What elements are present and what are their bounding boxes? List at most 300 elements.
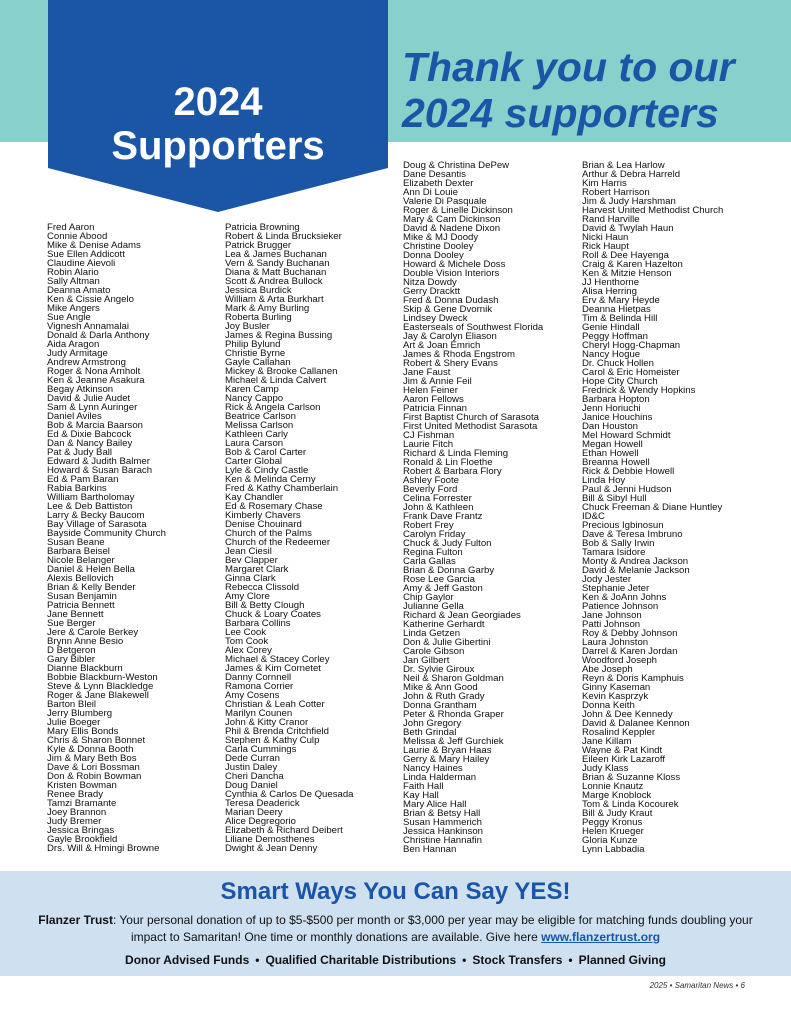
supporter-name: Wayne & Pat Kindt: [582, 745, 663, 756]
flanzer-trust-label: Flanzer Trust: [38, 913, 113, 927]
supporter-name: Jay & Carolyn Eliason: [403, 331, 497, 342]
supporter-name: Bobbie Blackburn-Weston: [47, 672, 158, 683]
option-separator: •: [255, 953, 260, 967]
supporter-name: Roger & Linelle Dickinson: [403, 205, 513, 216]
supporter-name: Kimberly Chavers: [225, 510, 301, 521]
supporter-name: Chuck & Loary Coates: [225, 609, 321, 620]
supporter-name: Barbara Hopton: [582, 394, 650, 405]
supporter-name: Melissa Carlson: [225, 420, 294, 431]
supporter-name: Jane Johnson: [582, 610, 642, 621]
supporter-name: Jean Ciesil: [225, 546, 272, 557]
supporter-name: Marge Knoblock: [582, 790, 652, 801]
supporter-name: Nicole Belanger: [47, 555, 115, 566]
supporter-name: Dave & Lori Bossman: [47, 762, 140, 773]
supporter-name: Ed & Rosemary Chase: [225, 501, 323, 512]
supporter-name: Ed & Dixie Babcock: [47, 429, 132, 440]
supporter-name: Barbara Beisel: [47, 546, 110, 557]
supporter-name: Larry & Becky Baucom: [47, 510, 145, 521]
supporter-name: Helen Feiner: [403, 385, 458, 396]
supporter-name: Double Vision Interiors: [403, 268, 500, 279]
supporter-name: Jody Jester: [582, 574, 632, 585]
supporter-name: Andrew Armstrong: [47, 357, 126, 368]
supporter-name: Ramona Corrier: [225, 681, 294, 692]
supporter-name: Michael & Stacey Corley: [225, 654, 330, 665]
supporter-name: Dane Desantis: [403, 169, 466, 180]
supporter-name: Tom Cook: [225, 636, 269, 647]
supporter-name: Patience Johnson: [582, 601, 659, 612]
supporter-name: Bob & Carol Carter: [225, 447, 307, 458]
supporter-name: Tamara Isidore: [582, 547, 646, 558]
supporter-name: Linda Hoy: [582, 475, 626, 486]
supporter-name: Daniel & Helen Bella: [47, 564, 135, 575]
supporter-name: Scott & Andrea Bullock: [225, 276, 323, 287]
supporter-name: Julianne Gella: [403, 601, 464, 612]
supporter-name: Elizabeth & Richard Deibert: [225, 825, 343, 836]
supporter-name: Brynn Anne Besio: [47, 636, 124, 647]
supporter-name: Brian & Kelly Bender: [47, 582, 136, 593]
supporter-name: Rand Harville: [582, 214, 640, 225]
supporter-name: Renee Brady: [47, 789, 103, 800]
supporter-name: Sue Angle: [47, 312, 91, 323]
supporter-name: Bill & Sibyl Hull: [582, 493, 647, 504]
flanzer-trust-text: [30, 912, 761, 946]
supporter-name: Beth Grindal: [403, 727, 457, 738]
supporter-name: Jane Killam: [582, 736, 632, 747]
supporter-name: Eileen Kirk Lazaroff: [582, 754, 666, 765]
supporter-name: Rick & Angela Carlson: [225, 402, 321, 413]
supporter-name: Church of the Palms: [225, 528, 312, 539]
supporter-name: Arthur & Debra Harreld: [582, 169, 681, 180]
supporter-name: Dianne Blackburn: [47, 663, 123, 674]
supporter-name: Peter & Rhonda Graper: [403, 709, 504, 720]
option-planned-giving: Planned Giving: [578, 953, 666, 967]
supporter-name: Breanna Howell: [582, 457, 650, 468]
supporter-name: Neil & Sharon Goldman: [403, 673, 504, 684]
supporter-name: Christie Byrne: [225, 348, 286, 359]
supporter-name: Teresa Deaderick: [225, 798, 300, 809]
supporter-name: Robert & Barbara Flory: [403, 466, 502, 477]
supporter-name: Patricia Finnan: [403, 403, 467, 414]
supporter-name: Tom & Linda Kocourek: [582, 799, 679, 810]
flanzer-trust-link[interactable]: www.flanzertrust.org: [541, 930, 661, 944]
supporter-name: Christian & Leah Cotter: [225, 699, 325, 710]
supporter-name: Laura Johnston: [582, 637, 649, 648]
supporter-name: Ed & Pam Baran: [47, 474, 119, 485]
supporter-name: Megan Howell: [582, 439, 643, 450]
supporter-name: Jere & Carole Berkey: [47, 627, 139, 638]
supporter-name: David & Nadene Dixon: [403, 223, 501, 234]
supporter-name: Patricia Browning: [225, 222, 300, 233]
supporter-name: Roy & Debby Johnson: [582, 628, 678, 639]
supporter-name: Rosalind Keppler: [582, 727, 656, 738]
supporter-name: Stephen & Kathy Culp: [225, 735, 320, 746]
supporter-name: Jessica Burdick: [225, 285, 292, 296]
supporter-name: Justin Daley: [225, 762, 278, 773]
supporter-name: David & Twylah Haun: [582, 223, 674, 234]
supporter-name: Bob & Marcia Baarson: [47, 420, 143, 431]
supporter-name: Stephanie Jeter: [582, 583, 650, 594]
supporter-name: John Gregory: [403, 718, 462, 729]
supporter-name: Rebecca Clissold: [225, 582, 300, 593]
supporter-name: James & Regina Bussing: [225, 330, 333, 341]
supporter-name: Bev Clapper: [225, 555, 278, 566]
supporter-name: Laura Carson: [225, 438, 284, 449]
supporter-name: Mike & Ann Good: [403, 682, 478, 693]
supporter-name: Gerry & Mary Hailey: [403, 754, 490, 765]
supporter-name: Patrick Brugger: [225, 240, 292, 251]
supporter-name: Jim & Annie Feil: [403, 376, 472, 387]
supporter-name: Sally Altman: [47, 276, 100, 287]
supporter-name: Ken & JoAnn Johns: [582, 592, 667, 603]
supporter-name: Mike Angers: [47, 303, 100, 314]
supporter-name: Robert Harrison: [582, 187, 650, 198]
supporter-name: D Betgeron: [47, 645, 96, 656]
option-stock-transfers: Stock Transfers: [472, 953, 563, 967]
supporter-name: Laurie & Bryan Haas: [403, 745, 492, 756]
supporter-name: Sue Berger: [47, 618, 96, 629]
supporter-name: Roger & Jane Blakewell: [47, 690, 149, 701]
supporter-name: Carolyn Friday: [403, 529, 466, 540]
supporter-name: Donna Keith: [582, 700, 635, 711]
supporter-name: Fred Aaron: [47, 222, 95, 233]
supporter-name: Jim & Judy Harshman: [582, 196, 676, 207]
supporter-name: Dr. Sylvie Giroux: [403, 664, 475, 675]
supporter-name: Don & Robin Bowman: [47, 771, 142, 782]
thank-you-line-1: Thank you to our: [402, 44, 735, 90]
supporter-name: Rick Haupt: [582, 241, 629, 252]
supporter-name: Rabia Barkins: [47, 483, 107, 494]
supporter-column-2: [225, 223, 405, 853]
supporter-name: Barbara Collins: [225, 618, 291, 629]
thank-you-heading: [402, 44, 772, 136]
supporter-column-3: [403, 161, 583, 854]
supporter-name: Susan Benjamin: [47, 591, 117, 602]
supporter-name: Lonnie Knautz: [582, 781, 644, 792]
supporter-name: Reyn & Doris Kamphuis: [582, 673, 684, 684]
supporter-name: Joy Busler: [225, 321, 270, 332]
smart-ways-title: Smart Ways You Can Say YES!: [220, 878, 571, 905]
supporter-name: Diana & Matt Buchanan: [225, 267, 327, 278]
supporter-name: Ashley Foote: [403, 475, 459, 486]
supporter-name: William Bartholomay: [47, 492, 135, 503]
supporter-name: Regina Fulton: [403, 547, 463, 558]
supporter-name: Linda Getzen: [403, 628, 461, 639]
supporter-name: Ronald & Lin Floethe: [403, 457, 493, 468]
supporter-name: Dan & Nancy Bailey: [47, 438, 133, 449]
supporter-name: ID&C: [582, 511, 605, 522]
supporter-name: Begay Atkinson: [47, 384, 114, 395]
supporter-name: Hope City Church: [582, 376, 658, 387]
supporter-name: James & Rhoda Engstrom: [403, 349, 515, 360]
supporter-name: Patti Johnson: [582, 619, 641, 630]
supporter-name: Edward & Judith Balmer: [47, 456, 150, 467]
flanzer-trust-description: : Your personal donation of up to $5-$500 per month or $3,000 per year may be eligible for matching funds doubling your impact to Samaritan! One time or monthly donations are available. Give here: [112, 913, 753, 944]
supporter-name: Rick & Debbie Howell: [582, 466, 675, 477]
supporter-name: Chuck Freeman & Diane Huntley: [582, 502, 723, 513]
supporter-name: Mary Ellis Bonds: [47, 726, 119, 737]
supporter-name: JJ Henthorne: [582, 277, 640, 288]
supporter-name: Mike & MJ Doody: [403, 232, 479, 243]
supporter-name: Ethan Howell: [582, 448, 639, 459]
supporter-name: Gayle Brookfield: [47, 834, 118, 845]
supporter-name: Bay Village of Sarasota: [47, 519, 147, 530]
supporter-name: Bayside Community Church: [47, 528, 166, 539]
supporter-name: John & Ruth Grady: [403, 691, 485, 702]
supporter-name: Lee & Deb Battiston: [47, 501, 133, 512]
supporter-name: James & Kim Cornetet: [225, 663, 321, 674]
option-separator: •: [462, 953, 467, 967]
supporter-name: Cheryl Hogg-Chapman: [582, 340, 681, 351]
supporter-name: Judy Bremer: [47, 816, 102, 827]
badge-word: Supporters: [111, 124, 325, 168]
supporter-name: Alex Corey: [225, 645, 272, 656]
supporter-name: Chuck & Judy Fulton: [403, 538, 492, 549]
supporter-name: Kathleen Carly: [225, 429, 288, 440]
supporter-name: Judy Armitage: [47, 348, 108, 359]
supporter-name: Richard & Jean Georgiades: [403, 610, 521, 621]
supporter-name: Roberta Burling: [225, 312, 292, 323]
supporter-name: Gary Bibler: [47, 654, 95, 665]
supporter-name: Jim & Mary Beth Bos: [47, 753, 137, 764]
supporter-name: Jane Faust: [403, 367, 451, 378]
supporter-name: Kevin Kasprzyk: [582, 691, 649, 702]
supporter-name: John & Kathleen: [403, 502, 474, 513]
supporter-name: Dede Curran: [225, 753, 280, 764]
supporter-name: Easterseals of Southwest Florida: [403, 322, 544, 333]
supporter-name: Cheri Dancha: [225, 771, 284, 782]
supporter-name: Amy Clore: [225, 591, 270, 602]
supporter-name: Nancy Haines: [403, 763, 463, 774]
supporter-name: Lyle & Cindy Castle: [225, 465, 309, 476]
thank-you-line-2: 2024 supporters: [402, 90, 719, 136]
supporter-name: Robert & Linda Brucksieker: [225, 231, 342, 242]
supporter-name: Tamzi Bramante: [47, 798, 117, 809]
supporter-name: Helen Krueger: [582, 826, 644, 837]
supporter-name: Ken & Mitzie Henson: [582, 268, 672, 279]
supporter-name: Ben Hannan: [403, 844, 457, 855]
supporter-name: Erv & Mary Heyde: [582, 295, 660, 306]
supporter-name: Marilyn Counen: [225, 708, 293, 719]
option-qualified-charitable-distributions: Qualified Charitable Distributions: [265, 953, 457, 967]
supporter-name: Katherine Gerhardt: [403, 619, 485, 630]
supporter-name: Fredrick & Wendy Hopkins: [582, 385, 696, 396]
supporter-name: Don & Julie Gibertini: [403, 637, 491, 648]
supporter-name: Bob & Sally Irwin: [582, 538, 655, 549]
supporter-name: Monty & Andrea Jackson: [582, 556, 689, 567]
supporter-name: Howard & Michele Doss: [403, 259, 506, 270]
supporter-name: Kay Hall: [403, 790, 439, 801]
supporter-name: Abe Joseph: [582, 664, 633, 675]
supporter-name: Kim Harris: [582, 178, 627, 189]
supporter-name: First United Methodist Sarasota: [403, 421, 538, 432]
supporter-name: Claudine Aievoli: [47, 258, 116, 269]
supporter-name: Mike & Denise Adams: [47, 240, 141, 251]
supporter-name: Woodford Joseph: [582, 655, 658, 666]
supporter-name: Rose Lee Garcia: [403, 574, 475, 585]
supporter-name: Aaron Fellows: [403, 394, 464, 405]
supporter-name: William & Arta Burkhart: [225, 294, 324, 305]
supporter-name: Ginna Clark: [225, 573, 276, 584]
supporter-name: Roll & Dee Hayenga: [582, 250, 669, 261]
supporter-name: Vern & Sandy Buchanan: [225, 258, 330, 269]
supporter-name: Faith Hall: [403, 781, 444, 792]
supporter-name: Alisa Herring: [582, 286, 637, 297]
supporter-name: Judy Klass: [582, 763, 629, 774]
supporter-name: Dr. Chuck Hollen: [582, 358, 654, 369]
supporter-name: Lea & James Buchanan: [225, 249, 327, 260]
supporter-name: Lindsey Dweck: [403, 313, 468, 324]
supporter-name: Fred & Kathy Chamberlain: [225, 483, 339, 494]
supporter-name: Skip & Gene Dvornik: [403, 304, 493, 315]
supporter-name: Barton Bleil: [47, 699, 97, 710]
supporter-name: Jerry Blumberg: [47, 708, 113, 719]
supporter-name: Frank Dave Frantz: [403, 511, 483, 522]
supporter-name: Howard & Susan Barach: [47, 465, 153, 476]
supporter-name: Genie Hindall: [582, 322, 640, 333]
supporter-name: Carol & Eric Homeister: [582, 367, 680, 378]
supporter-name: Elizabeth Dexter: [403, 178, 474, 189]
supporter-name: Peggy Hoffman: [582, 331, 648, 342]
supporter-name: Michael & Linda Calvert: [225, 375, 327, 386]
supporter-name: Joey Brannon: [47, 807, 107, 818]
supporters-badge: [48, 0, 388, 212]
page-footer: 2025 • Samaritan News • 6: [649, 981, 745, 990]
supporter-name: Chip Gaylor: [403, 592, 454, 603]
supporter-name: Jenn Horiuchi: [582, 403, 641, 414]
supporter-name: Steve & Lynn Blackledge: [47, 681, 154, 692]
supporter-name: Brian & Lea Harlow: [582, 160, 665, 171]
supporter-name: Jessica Bringas: [47, 825, 115, 836]
supporter-name: Ken & Melinda Cerny: [225, 474, 316, 485]
supporter-name: Tim & Belinda Hill: [582, 313, 658, 324]
supporter-name: Cynthia & Carlos De Quesada: [225, 789, 354, 800]
supporter-name: Brian & Suzanne Kloss: [582, 772, 681, 783]
supporter-name: Lynn Labbadia: [582, 844, 645, 855]
supporter-name: First Baptist Church of Sarasota: [403, 412, 539, 423]
giving-options: [0, 952, 791, 968]
supporter-name: Susan Beane: [47, 537, 105, 548]
supporter-name: Alice Degregorio: [225, 816, 296, 827]
supporter-name: Kay Chandler: [225, 492, 284, 503]
supporter-name: Mickey & Brooke Callanen: [225, 366, 338, 377]
supporter-name: Melissa & Jeff Gurchiek: [403, 736, 504, 747]
supporter-name: Peggy Kronus: [582, 817, 643, 828]
supporter-name: David & Julie Audet: [47, 393, 131, 404]
supporter-name: Chris & Sharon Bonnet: [47, 735, 146, 746]
supporter-column-4: [582, 161, 782, 854]
supporter-name: David & Dalanee Kennon: [582, 718, 690, 729]
supporter-name: Jane Bennett: [47, 609, 104, 620]
supporter-name: Ken & Jeanne Asakura: [47, 375, 145, 386]
supporter-name: Dwight & Jean Denny: [225, 843, 318, 854]
supporter-name: CJ Fishman: [403, 430, 455, 441]
supporter-name: Valerie Di Pasquale: [403, 196, 487, 207]
supporter-name: Philip Bylund: [225, 339, 281, 350]
supporter-name: Robert Frey: [403, 520, 454, 531]
supporter-name: Pat & Judy Ball: [47, 447, 113, 458]
supporter-name: Amy & Jeff Gaston: [403, 583, 483, 594]
supporter-name: Brian & Betsy Hall: [403, 808, 481, 819]
supporter-name: Phil & Brenda Critchfield: [225, 726, 329, 737]
supporter-name: Sue Ellen Addicott: [47, 249, 125, 260]
badge-year: 2024: [173, 80, 263, 124]
supporter-name: Mel Howard Schmidt: [582, 430, 671, 441]
supporter-name: Kristen Bowman: [47, 780, 117, 791]
supporter-name: Karen Camp: [225, 384, 279, 395]
supporter-name: Richard & Linda Fleming: [403, 448, 509, 459]
supporter-name: Jessica Hankinson: [403, 826, 483, 837]
supporter-name: Bill & Judy Kraut: [582, 808, 653, 819]
option-separator: •: [568, 953, 573, 967]
supporter-name: Darrel & Karen Jordan: [582, 646, 678, 657]
supporter-name: Linda Halderman: [403, 772, 477, 783]
supporter-name: Kyle & Donna Booth: [47, 744, 134, 755]
supporter-name: Ann Di Louie: [403, 187, 458, 198]
supporter-name: Deanna Amato: [47, 285, 111, 296]
supporter-name: Paul & Jenni Hudson: [582, 484, 672, 495]
supporter-name: Art & Joan Emrich: [403, 340, 481, 351]
supporter-name: Jan Gilbert: [403, 655, 450, 666]
supporter-name: Carole Gibson: [403, 646, 465, 657]
supporter-name: Bill & Betty Clough: [225, 600, 305, 611]
supporter-name: Church of the Redeemer: [225, 537, 331, 548]
supporter-name: Julie Boeger: [47, 717, 101, 728]
supporter-name: Vignesh Annamalai: [47, 321, 129, 332]
supporter-name: Carla Cummings: [225, 744, 297, 755]
supporter-name: Mary Alice Hall: [403, 799, 467, 810]
supporter-name: Drs. Will & Hmingi Browne: [47, 843, 160, 854]
supporter-name: Donna Dooley: [403, 250, 464, 261]
supporter-name: Carla Gallas: [403, 556, 456, 567]
supporter-name: Fred & Donna Dudash: [403, 295, 499, 306]
supporter-name: Donald & Darla Anthony: [47, 330, 150, 341]
supporter-name: Nicki Haun: [582, 232, 629, 243]
supporter-name: Alexis Bellovich: [47, 573, 114, 584]
supporter-name: Robert & Shery Evans: [403, 358, 498, 369]
supporter-name: Craig & Karen Hazelton: [582, 259, 683, 270]
supporter-name: Nancy Cappo: [225, 393, 284, 404]
supporter-name: Connie Abood: [47, 231, 108, 242]
supporter-name: Danny Cornnell: [225, 672, 292, 683]
supporter-name: Gloria Kunze: [582, 835, 638, 846]
supporter-name: Christine Dooley: [403, 241, 474, 252]
supporter-name: Carter Global: [225, 456, 283, 467]
supporter-name: Roger & Nona Arnholt: [47, 366, 141, 377]
supporter-name: Deanna Hietpas: [582, 304, 651, 315]
supporter-name: Sam & Lynn Auringer: [47, 402, 138, 413]
supporter-name: Doug & Christina DePew: [403, 160, 510, 171]
supporter-name: John & Dee Kennedy: [582, 709, 673, 720]
supporter-name: Mary & Cam Dickinson: [403, 214, 501, 225]
supporter-name: Laurie Fitch: [403, 439, 454, 450]
supporter-name: Ken & Cissie Angelo: [47, 294, 134, 305]
supporter-name: Margaret Clark: [225, 564, 289, 575]
supporter-name: Patricia Bennett: [47, 600, 115, 611]
supporter-name: Beverly Ford: [403, 484, 458, 495]
supporter-name: Dan Houston: [582, 421, 638, 432]
supporter-name: Daniel Aviles: [47, 411, 102, 422]
supporter-name: Precious Igbinosun: [582, 520, 664, 531]
supporter-column-1: [47, 223, 227, 853]
badge-text: [48, 80, 388, 168]
supporter-name: Harvest United Methodist Church: [582, 205, 724, 216]
supporter-name: Aida Aragon: [47, 339, 100, 350]
supporter-name: Mark & Amy Burling: [225, 303, 310, 314]
supporter-name: Gayle Callahan: [225, 357, 291, 368]
supporter-name: Lee Cook: [225, 627, 267, 638]
supporter-name: Susan Hammerich: [403, 817, 482, 828]
supporter-name: Brian & Donna Garby: [403, 565, 495, 576]
